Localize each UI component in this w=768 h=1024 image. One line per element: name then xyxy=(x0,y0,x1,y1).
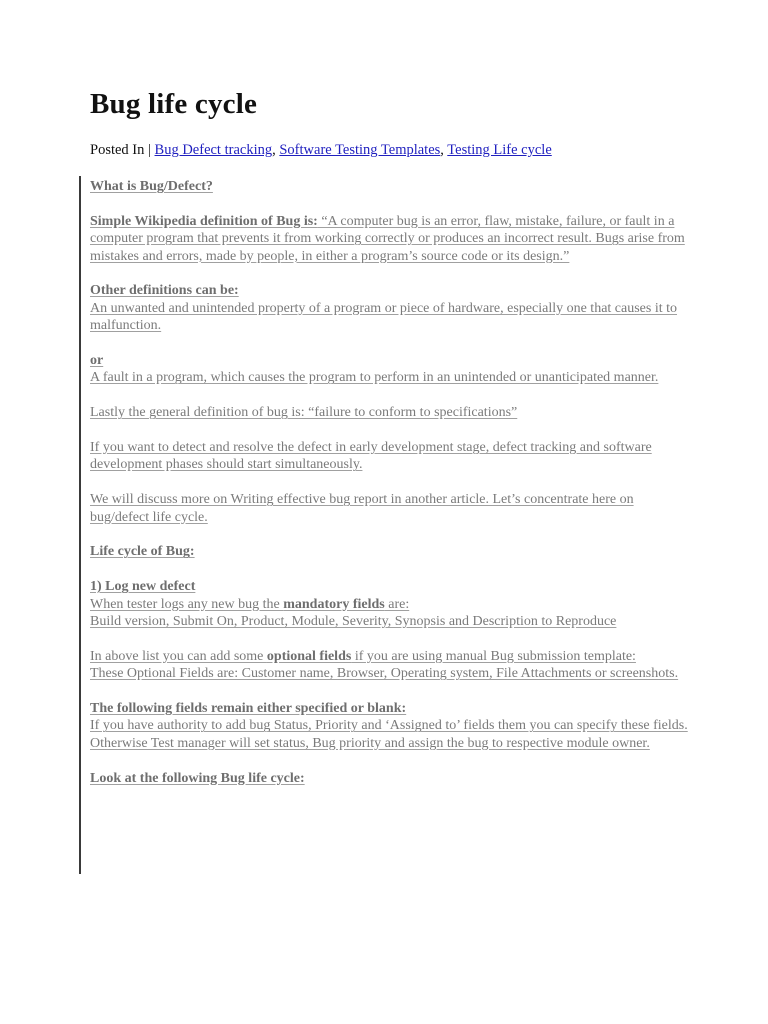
optional-text-prefix: In above list you can add some xyxy=(90,648,267,664)
paragraph-lifecycle-heading xyxy=(90,543,690,560)
optional-fields-list: These Optional Fields are: Customer name, Browser, Operating system, File Attachments or screenshots. xyxy=(90,666,679,682)
paragraph-discuss xyxy=(90,491,690,526)
discuss-text: We will discuss more on Writing effective bug report in another article. Let’s concentrate here on bug/defect life cycle. xyxy=(90,492,634,525)
category-link-bug-defect-tracking[interactable]: Bug Defect tracking xyxy=(154,142,273,158)
heading-remain-fields: The following fields remain either specified or blank: xyxy=(90,701,407,717)
category-comma: , xyxy=(272,142,276,158)
category-comma: , xyxy=(440,142,444,158)
posted-in-line xyxy=(90,142,552,159)
paragraph-or-definition xyxy=(90,352,690,387)
paragraph-optional-fields xyxy=(90,648,690,683)
optional-text-suffix: if you are using manual Bug submission template: xyxy=(351,648,636,664)
mandatory-fields-label: mandatory fields xyxy=(283,596,385,612)
category-link-software-testing-templates[interactable]: Software Testing Templates xyxy=(279,142,441,158)
log-text-suffix: are: xyxy=(384,596,410,612)
posted-in-label: Posted In xyxy=(90,142,145,158)
posted-separator: | xyxy=(148,142,151,158)
paragraph-other-definitions xyxy=(90,282,690,334)
optional-fields-label: optional fields xyxy=(266,648,352,664)
paragraph-what-is xyxy=(90,178,690,195)
paragraph-detect xyxy=(90,439,690,474)
paragraph-look-at-lifecycle xyxy=(90,770,690,787)
paragraph-lastly xyxy=(90,404,690,421)
paragraph-wiki-definition xyxy=(90,213,690,265)
general-definition-text: Lastly the general definition of bug is: “failure to conform to specifications” xyxy=(90,405,518,421)
mandatory-fields-list: Build version, Submit On, Product, Module, Severity, Synopsis and Description to Reproduce xyxy=(90,614,617,630)
heading-log-new-defect: 1) Log new defect xyxy=(90,579,196,595)
category-link-testing-life-cycle[interactable]: Testing Life cycle xyxy=(447,142,552,158)
heading-what-is-bug: What is Bug/Defect? xyxy=(90,179,213,194)
detect-defect-text: If you want to detect and resolve the defect in early development stage, defect tracking and software development phases should start simultaneously. xyxy=(90,440,652,473)
wiki-definition-label: Simple Wikipedia definition of Bug is: xyxy=(90,213,318,229)
heading-look-at-lifecycle: Look at the following Bug life cycle: xyxy=(90,770,305,786)
page-title: Bug life cycle xyxy=(90,88,258,120)
log-text-prefix: When tester logs any new bug the xyxy=(90,596,284,612)
other-definition-1: An unwanted and unintended property of a program or piece of hardware, especially one that causes it to malfunction. xyxy=(90,300,678,334)
paragraph-log-new-defect xyxy=(90,578,690,630)
heading-life-cycle-of-bug: Life cycle of Bug: xyxy=(90,544,195,560)
other-definition-2: A fault in a program, which causes the program to perform in an unintended or unanticipated manner. xyxy=(90,370,659,386)
or-label: or xyxy=(90,353,104,369)
paragraph-remain-fields xyxy=(90,700,690,752)
article-body xyxy=(90,178,690,804)
other-definitions-label: Other definitions can be: xyxy=(90,283,239,299)
remain-fields-text: If you have authority to add bug Status, Priority and ‘Assigned to’ fields them you can specify these fields. Otherwise Test manager will set status, Bug priority and assign the bug to respective module owner. xyxy=(90,718,688,751)
wiki-definition-text: “A computer bug is an error, flaw, mistake, failure, or fault in a computer program that prevents it from working correctly or produces an incorrect result. Bugs arise from mistakes and errors, made by people, in either a program’s source code or its design.” xyxy=(90,213,685,264)
content-left-rule xyxy=(79,176,81,874)
